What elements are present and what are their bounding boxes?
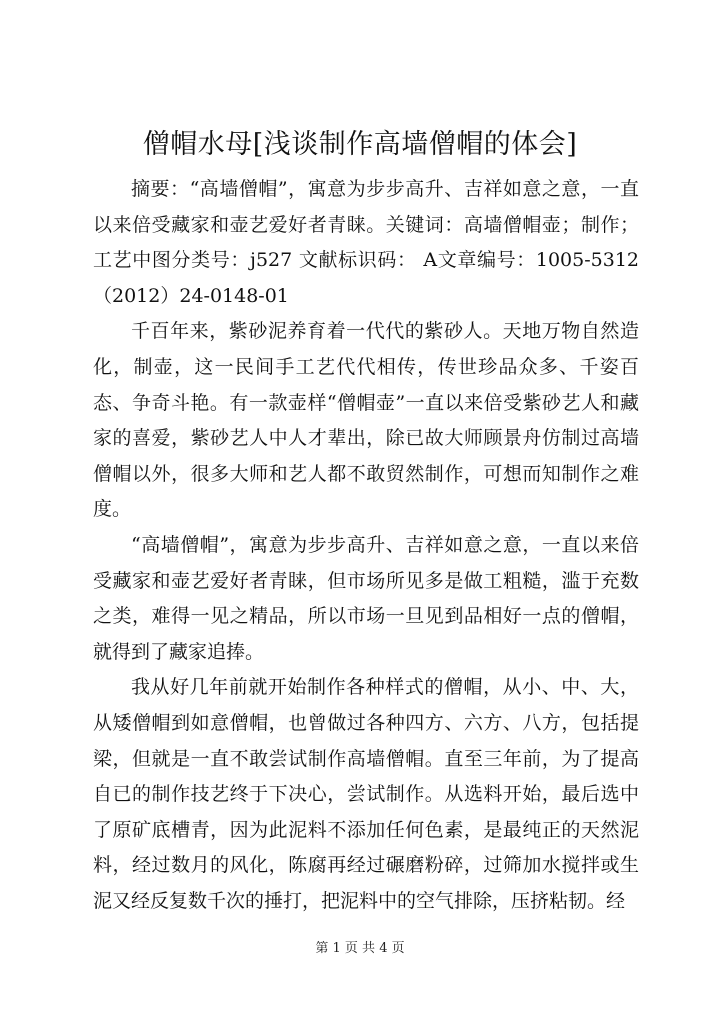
abstract-paragraph: 摘要：“高墙僧帽”，寓意为步步高升、吉祥如意之意，一直以来倍受藏家和壶艺爱好者青睐。关键词：高墙僧帽壶；制作；工艺中图分类号：j527 文献标识码： A文章编号：1005-5312（2012）24-0148-01 (93, 178, 639, 307)
page-number-footer: 第 1 页 共 4 页 (315, 941, 405, 956)
body-paragraph-2: “高墙僧帽”，寓意为步步高升、吉祥如意之意，一直以来倍受藏家和壶艺爱好者青睐，但市场所见多是做工粗糙，滥于充数之类，难得一见之精品，所以市场一旦见到品相好一点的僧帽，就得到了藏家追捧。 (93, 533, 639, 663)
body-paragraph-1: 千百年来，紫砂泥养育着一代代的紫砂人。天地万物自然造化，制壶，这一民间手工艺代代相传，传世珍品众多、千姿百态、争奇斗艳。有一款壶样“僧帽壶”一直以来倍受紫砂艺人和藏家的喜爱，紫砂艺人中人才辈出，除已故大师顾景舟仿制过高墙僧帽以外，很多大师和艺人都不敢贸然制作，可想而知制作之难度。 (93, 320, 639, 521)
document-body (93, 172, 639, 919)
body-paragraph-3: 我从好几年前就开始制作各种样式的僧帽，从小、中、大，从矮僧帽到如意僧帽，也曾做过各种四方、六方、八方，包括提梁，但就是一直不敢尝试制作高墙僧帽。直至三年前，为了提高自已的制作技艺终于下决心，尝试制作。从选料开始，最后选中了原矿底槽青，因为此泥料不添加任何色素，是最纯正的天然泥料，经过数月的风化，陈腐再经过碾磨粉碎，过筛加水搅拌或生泥又经反复数千次的捶打，把泥料中的空气排除，压挤粘韧。经 (93, 676, 639, 912)
document-title: 僧帽水母[浅谈制作高墙僧帽的体会] (142, 129, 578, 160)
